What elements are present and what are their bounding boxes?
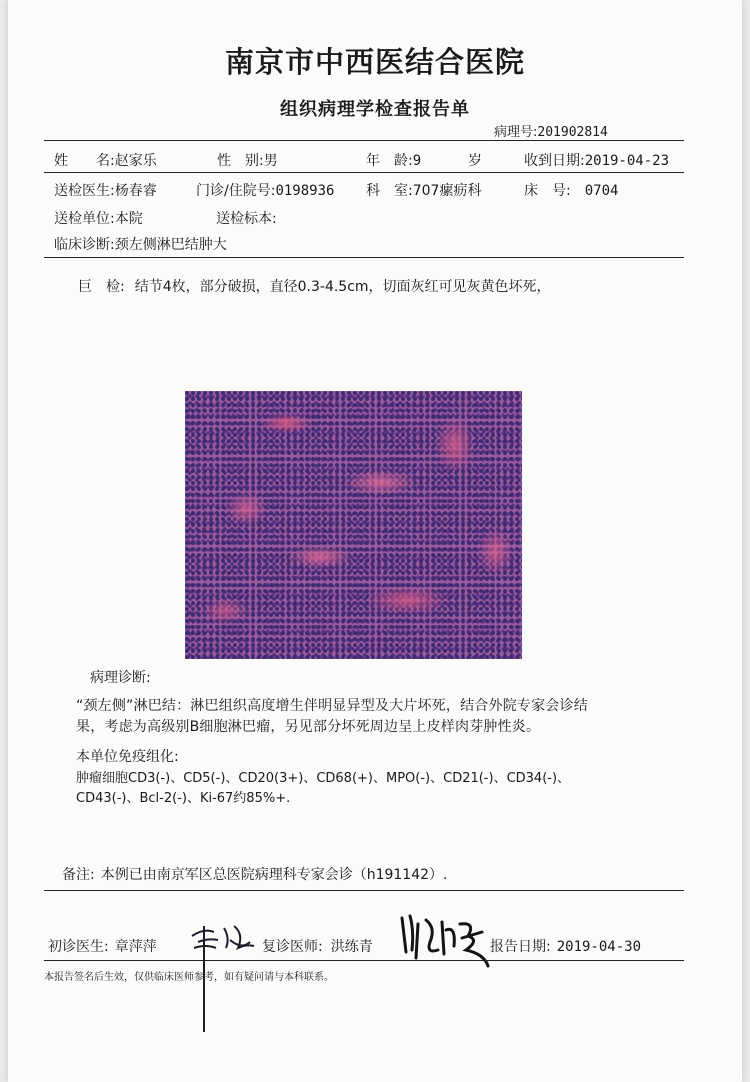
initial-doctor-field <box>48 936 157 956</box>
signoff-divider <box>44 960 684 961</box>
footer-note: 本报告签名后生效，仅供临床医师参考，如有疑问请与本科联系。 <box>44 972 334 983</box>
histology-micrograph <box>185 391 522 659</box>
bed-label: 床 号: <box>524 183 571 199</box>
name-label: 姓 名: <box>54 153 115 169</box>
diagnosis-line-1: “颈左侧”淋巴结：淋巴组织高度增生伴明显异型及大片坏死，结合外院专家会诊结 <box>76 698 588 714</box>
bed-number: 0704 <box>584 183 619 199</box>
diagnosis-label: 病理诊断: <box>90 670 151 686</box>
pathology-number-label: 病理号: <box>494 125 538 140</box>
department-label: 科 室: <box>366 183 413 199</box>
received-label: 收到日期: <box>524 153 585 169</box>
review-doctor-field <box>262 936 373 956</box>
ihc-line-1: 肿瘤细胞CD3(-)、CD5(-)、CD20(3+)、CD68(+)、MPO(-)、CD21(-)、CD34(-)、 <box>76 771 571 786</box>
pathology-number-value: 201902814 <box>537 125 608 140</box>
info-divider <box>44 172 684 173</box>
age-unit: 岁 <box>468 153 482 169</box>
report-date-field <box>490 936 641 956</box>
clinic-number: 0198936 <box>275 183 335 199</box>
name-field <box>54 150 157 170</box>
referring-doctor: 杨春睿 <box>114 183 157 199</box>
review-doctor-signature <box>396 910 492 970</box>
gross-exam <box>78 276 551 296</box>
diagnosis-line-2: 果，考虑为高级别B细胞淋巴瘤，另见部分坏死周边呈上皮样肉芽肿性炎。 <box>76 719 541 735</box>
report-date: 2019-04-30 <box>556 939 642 955</box>
initial-doctor: 章萍萍 <box>114 939 157 955</box>
bed-field <box>524 180 618 200</box>
department-field <box>366 180 481 200</box>
remark <box>62 864 447 884</box>
initial-doctor-label: 初诊医生: <box>48 939 109 955</box>
remark-label: 备注: <box>62 867 95 883</box>
gross-label: 巨 检: <box>78 279 125 295</box>
patient-sex: 男 <box>263 153 278 169</box>
age-field <box>366 150 421 170</box>
sex-field <box>217 150 278 170</box>
age-label: 年 龄: <box>366 153 413 169</box>
clinic-number-field <box>196 180 334 200</box>
report-title: 组织病理学检查报告单 <box>280 99 470 120</box>
patient-block-divider <box>44 257 684 258</box>
sex-label: 性 别: <box>217 153 264 169</box>
remark-text: 本例已由南京军区总医院病理科专家会诊（h191142）. <box>100 867 448 883</box>
clinical-diagnosis: 颈左侧淋巴结肿大 <box>114 237 227 253</box>
clinic-number-label: 门诊/住院号: <box>196 183 276 199</box>
specimen-field <box>216 208 277 228</box>
header-divider <box>44 140 684 141</box>
clinical-diagnosis-field <box>54 234 227 254</box>
review-doctor: 洪练青 <box>330 939 373 955</box>
report-paper <box>8 0 742 1082</box>
remark-divider <box>44 890 684 891</box>
submitting-unit: 本院 <box>114 211 143 227</box>
doctor-label: 送检医生: <box>54 183 115 199</box>
unit-label: 送检单位: <box>54 211 115 227</box>
patient-name: 赵家乐 <box>114 153 157 169</box>
report-date-label: 报告日期: <box>490 939 551 955</box>
ihc-label: 本单位免疫组化: <box>76 749 179 765</box>
hospital-name: 南京市中西医结合医院 <box>224 45 525 79</box>
received-date: 2019-04-23 <box>584 153 670 169</box>
specimen-label: 送检标本: <box>216 211 277 227</box>
patient-age: 9 <box>412 153 422 169</box>
doctor-field <box>54 180 157 200</box>
clinical-diagnosis-label: 临床诊断: <box>54 237 115 253</box>
department: 707瘰疬科 <box>412 183 482 199</box>
pathology-number <box>494 121 608 140</box>
unit-field <box>54 208 143 228</box>
review-doctor-label: 复诊医师: <box>262 939 323 955</box>
received-field <box>524 150 669 170</box>
ihc-line-2: CD43(-)、Bcl-2(-)、Ki-67约85%+. <box>76 791 291 806</box>
gross-text: 结节4枚，部分破损，直径0.3-4.5cm，切面灰红可见灰黄色坏死， <box>134 279 551 295</box>
